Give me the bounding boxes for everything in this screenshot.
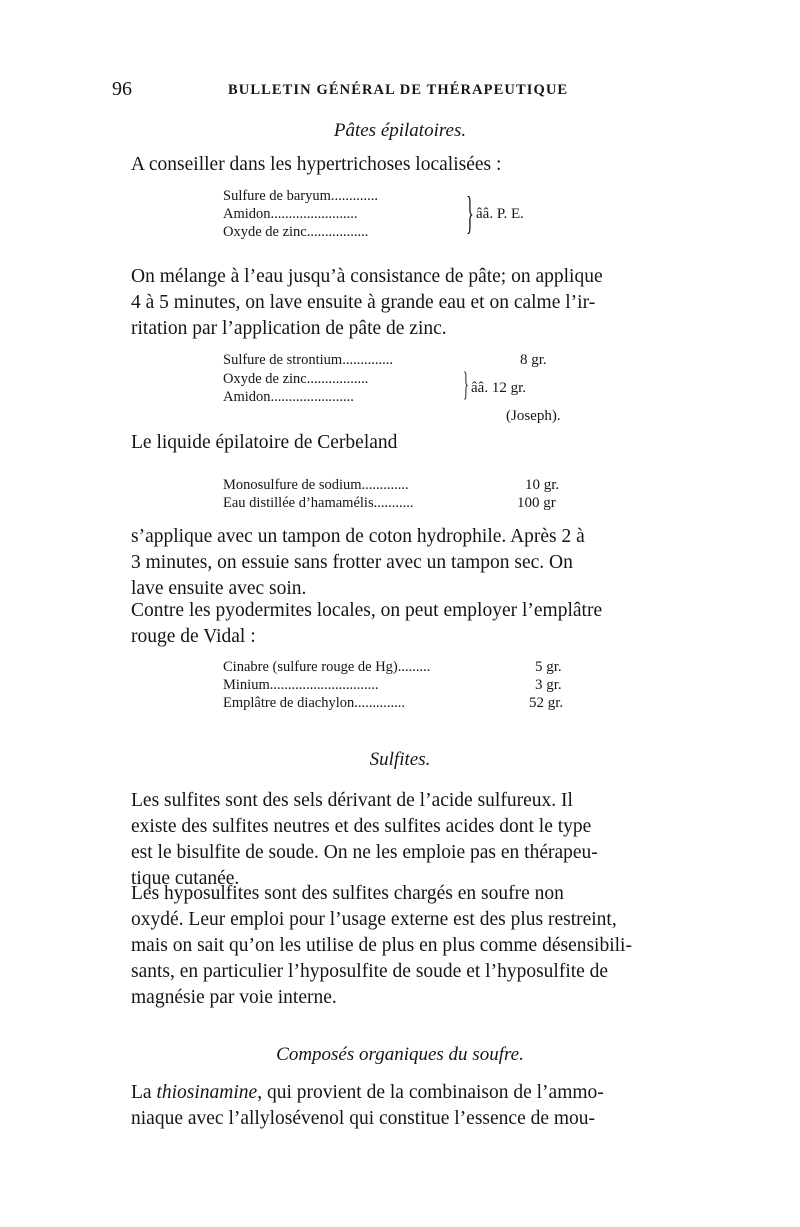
text-line: mais on sait qu’on les utilise de plus en plus comme désensibili- bbox=[131, 935, 632, 956]
text-line: s’applique avec un tampon de coton hydrophile. Après 2 à bbox=[131, 526, 585, 547]
text-line: sants, en particulier l’hyposulfite de soude et l’hyposulfite de bbox=[131, 961, 609, 982]
formula-author: (Joseph). bbox=[506, 408, 561, 424]
running-head bbox=[98, 78, 698, 102]
text-line: Les sulfites sont des sels dérivant de l’acide sulfureux. Il bbox=[131, 790, 573, 811]
running-title: BULLETIN GÉNÉRAL DE THÉRAPEUTIQUE bbox=[228, 82, 569, 98]
cerbeland-intro: Le liquide épilatoire de Cerbeland bbox=[131, 432, 398, 453]
text-line: tique cutanée. bbox=[131, 868, 240, 889]
section-title-pates: Pâtes épilatoires. bbox=[333, 120, 467, 141]
term-thiosinamine: thiosinamine bbox=[156, 1082, 258, 1103]
page-number: 96 bbox=[112, 78, 132, 100]
formula-2-shared-qty: ââ. 12 gr. bbox=[471, 380, 526, 396]
text-line: magnésie par voie interne. bbox=[131, 987, 337, 1008]
formula-1-item: Sulfure de baryum............. bbox=[223, 188, 379, 204]
text-line: ritation par l’application de pâte de zinc. bbox=[131, 318, 447, 339]
intro-line: A conseiller dans les hypertrichoses localisées : bbox=[131, 154, 502, 175]
section-title-sulfites: Sulfites. bbox=[369, 749, 431, 770]
formula-4-qty: 5 gr. bbox=[535, 659, 562, 675]
formula-3-qty: 100 gr bbox=[517, 495, 556, 511]
formula-2-item: Amidon....................... bbox=[223, 389, 354, 405]
paragraph-hyposulfites bbox=[131, 881, 693, 1011]
text-line: 3 minutes, on essuie sans frotter avec un tampon sec. On bbox=[131, 552, 573, 573]
formula-2-qty: 8 gr. bbox=[520, 352, 547, 368]
formula-1 bbox=[223, 187, 543, 247]
formula-3-item: Monosulfure de sodium............. bbox=[223, 477, 409, 493]
formula-4-item: Minium.............................. bbox=[223, 677, 379, 693]
section-title-composes: Composés organiques du soufre. bbox=[276, 1044, 524, 1065]
formula-4-qty: 3 gr. bbox=[535, 677, 562, 693]
paragraph-applique bbox=[131, 524, 693, 602]
paragraph-thiosinamine bbox=[131, 1080, 693, 1132]
formula-3 bbox=[223, 476, 583, 516]
formula-4-qty: 52 gr. bbox=[529, 695, 564, 711]
line-start: La bbox=[131, 1082, 157, 1103]
text-line: existe des sulfites neutres et des sulfites acides dont le type bbox=[131, 816, 592, 837]
text-line bbox=[131, 1080, 693, 1106]
brace-icon: } bbox=[463, 366, 469, 403]
text-line: est le bisulfite de soude. On ne les emploie pas en thérapeu- bbox=[131, 842, 598, 863]
text-line: On mélange à l’eau jusqu’à consistance de pâte; on applique bbox=[131, 266, 603, 287]
brace-icon: } bbox=[466, 187, 474, 238]
formula-2 bbox=[223, 351, 583, 431]
text-line: lave ensuite avec soin. bbox=[131, 578, 307, 599]
text-line: 4 à 5 minutes, on lave ensuite à grande eau et on calme l’ir- bbox=[131, 292, 596, 313]
text-line: rouge de Vidal : bbox=[131, 626, 256, 647]
paragraph-melange bbox=[131, 264, 693, 342]
formula-4-item: Cinabre (sulfure rouge de Hg)......... bbox=[223, 659, 431, 675]
text-line: oxydé. Leur emploi pour l’usage externe est des plus restreint, bbox=[131, 909, 617, 930]
formula-1-item: Oxyde de zinc................. bbox=[223, 224, 369, 240]
formula-4-item: Emplâtre de diachylon.............. bbox=[223, 695, 406, 711]
formula-3-item: Eau distillée d’hamamélis........... bbox=[223, 495, 414, 511]
formula-1-qty: ââ. P. E. bbox=[476, 206, 524, 222]
text-line: Contre les pyodermites locales, on peut employer l’emplâtre bbox=[131, 600, 603, 621]
text-line: niaque avec l’allylosévenol qui constitue l’essence de mou- bbox=[131, 1108, 596, 1129]
formula-2-item: Sulfure de strontium.............. bbox=[223, 352, 393, 368]
line-rest: , qui provient de la combinaison de l’ammo- bbox=[257, 1082, 604, 1103]
formula-1-item: Amidon........................ bbox=[223, 206, 358, 222]
formula-4 bbox=[223, 658, 583, 718]
formula-2-item: Oxyde de zinc................. bbox=[223, 371, 369, 387]
paragraph-sulfites bbox=[131, 788, 693, 892]
formula-3-qty: 10 gr. bbox=[525, 477, 560, 493]
text-line: Les hyposulfites sont des sulfites chargés en soufre non bbox=[131, 883, 564, 904]
paragraph-pyodermites bbox=[131, 598, 693, 650]
